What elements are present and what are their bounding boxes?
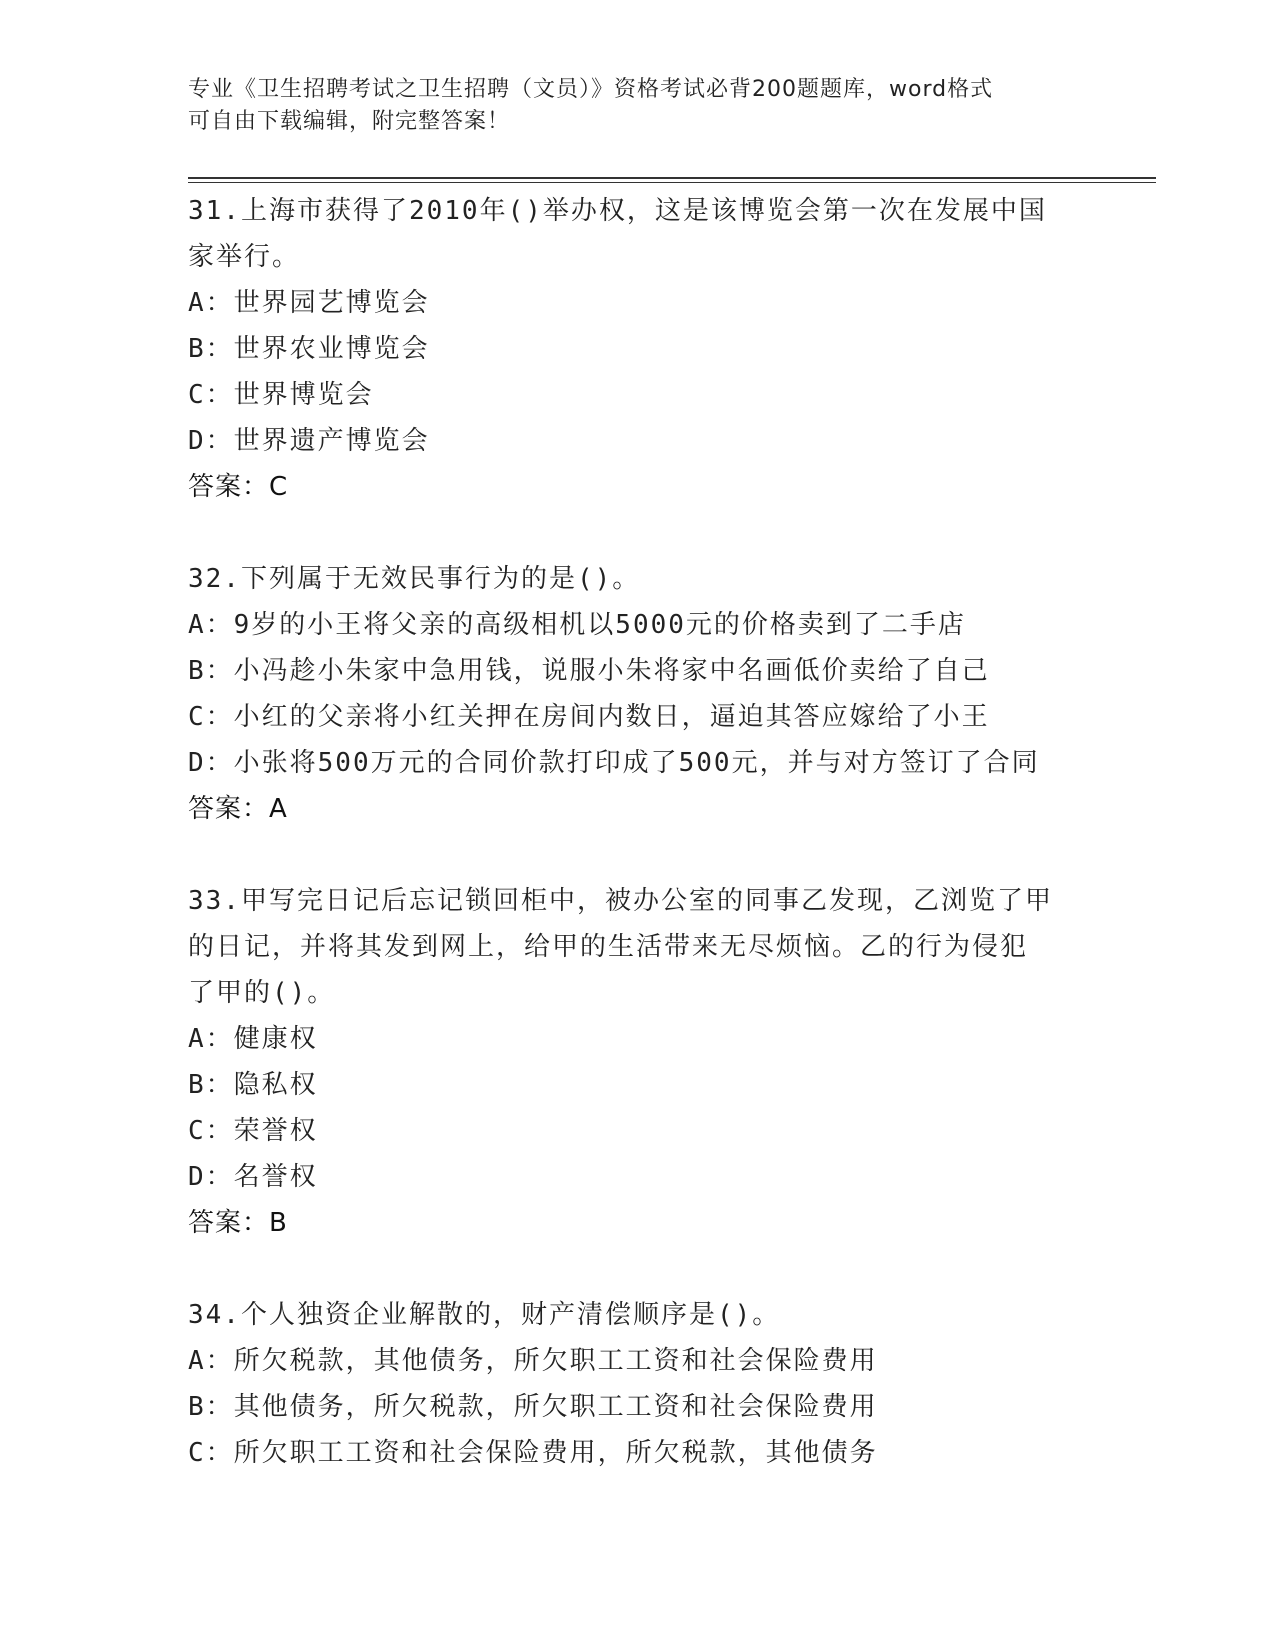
question-list bbox=[188, 188, 1088, 1522]
option-b: B：小冯趁小朱家中急用钱，说服小朱将家中名画低价卖给了自己 bbox=[188, 656, 990, 686]
question-stem-line: 的日记，并将其发到网上，给甲的生活带来无尽烦恼。乙的行为侵犯 bbox=[188, 932, 1029, 962]
header-divider-thin bbox=[188, 182, 1156, 183]
option-d: D：小张将500万元的合同价款打印成了500元，并与对方签订了合同 bbox=[188, 748, 1040, 778]
question-stem-line: 了甲的()。 bbox=[188, 978, 336, 1008]
option-a: A：9岁的小王将父亲的高级相机以5000元的价格卖到了二手店 bbox=[188, 610, 966, 640]
option-c: C：所欠职工工资和社会保险费用，所欠税款，其他债务 bbox=[188, 1438, 878, 1468]
answer-label: 答案：A bbox=[188, 794, 288, 824]
question-stem-line: 家举行。 bbox=[188, 242, 301, 272]
question-33 bbox=[188, 878, 1088, 1246]
question-31 bbox=[188, 188, 1088, 510]
document-header bbox=[188, 74, 1088, 138]
option-c: C：荣誉权 bbox=[188, 1116, 318, 1146]
question-stem-line: 34.个人独资企业解散的，财产清偿顺序是()。 bbox=[188, 1300, 781, 1330]
option-d: D：世界遗产博览会 bbox=[188, 426, 430, 456]
option-a: A：健康权 bbox=[188, 1024, 318, 1054]
option-d: D：名誉权 bbox=[188, 1162, 318, 1192]
answer-label: 答案：C bbox=[188, 472, 289, 502]
question-stem-line: 32.下列属于无效民事行为的是()。 bbox=[188, 564, 641, 594]
answer-label: 答案：B bbox=[188, 1208, 288, 1238]
question-stem-line: 31.上海市获得了2010年()举办权，这是该博览会第一次在发展中国 bbox=[188, 196, 1047, 226]
question-32 bbox=[188, 556, 1088, 832]
option-a: A：世界园艺博览会 bbox=[188, 288, 430, 318]
header-line-1: 专业《卫生招聘考试之卫生招聘（文员）》资格考试必背200题题库，word格式 bbox=[188, 77, 994, 102]
header-line-2: 可自由下载编辑，附完整答案！ bbox=[188, 109, 511, 134]
question-stem-line: 33.甲写完日记后忘记锁回柜中，被办公室的同事乙发现，乙浏览了甲 bbox=[188, 886, 1053, 916]
option-b: B：世界农业博览会 bbox=[188, 334, 430, 364]
question-34 bbox=[188, 1292, 1088, 1476]
header-divider-thick bbox=[188, 177, 1156, 179]
option-a: A：所欠税款，其他债务，所欠职工工资和社会保险费用 bbox=[188, 1346, 878, 1376]
option-b: B：隐私权 bbox=[188, 1070, 318, 1100]
option-c: C：小红的父亲将小红关押在房间内数日，逼迫其答应嫁给了小王 bbox=[188, 702, 990, 732]
option-b: B：其他债务，所欠税款，所欠职工工资和社会保险费用 bbox=[188, 1392, 878, 1422]
option-c: C：世界博览会 bbox=[188, 380, 374, 410]
